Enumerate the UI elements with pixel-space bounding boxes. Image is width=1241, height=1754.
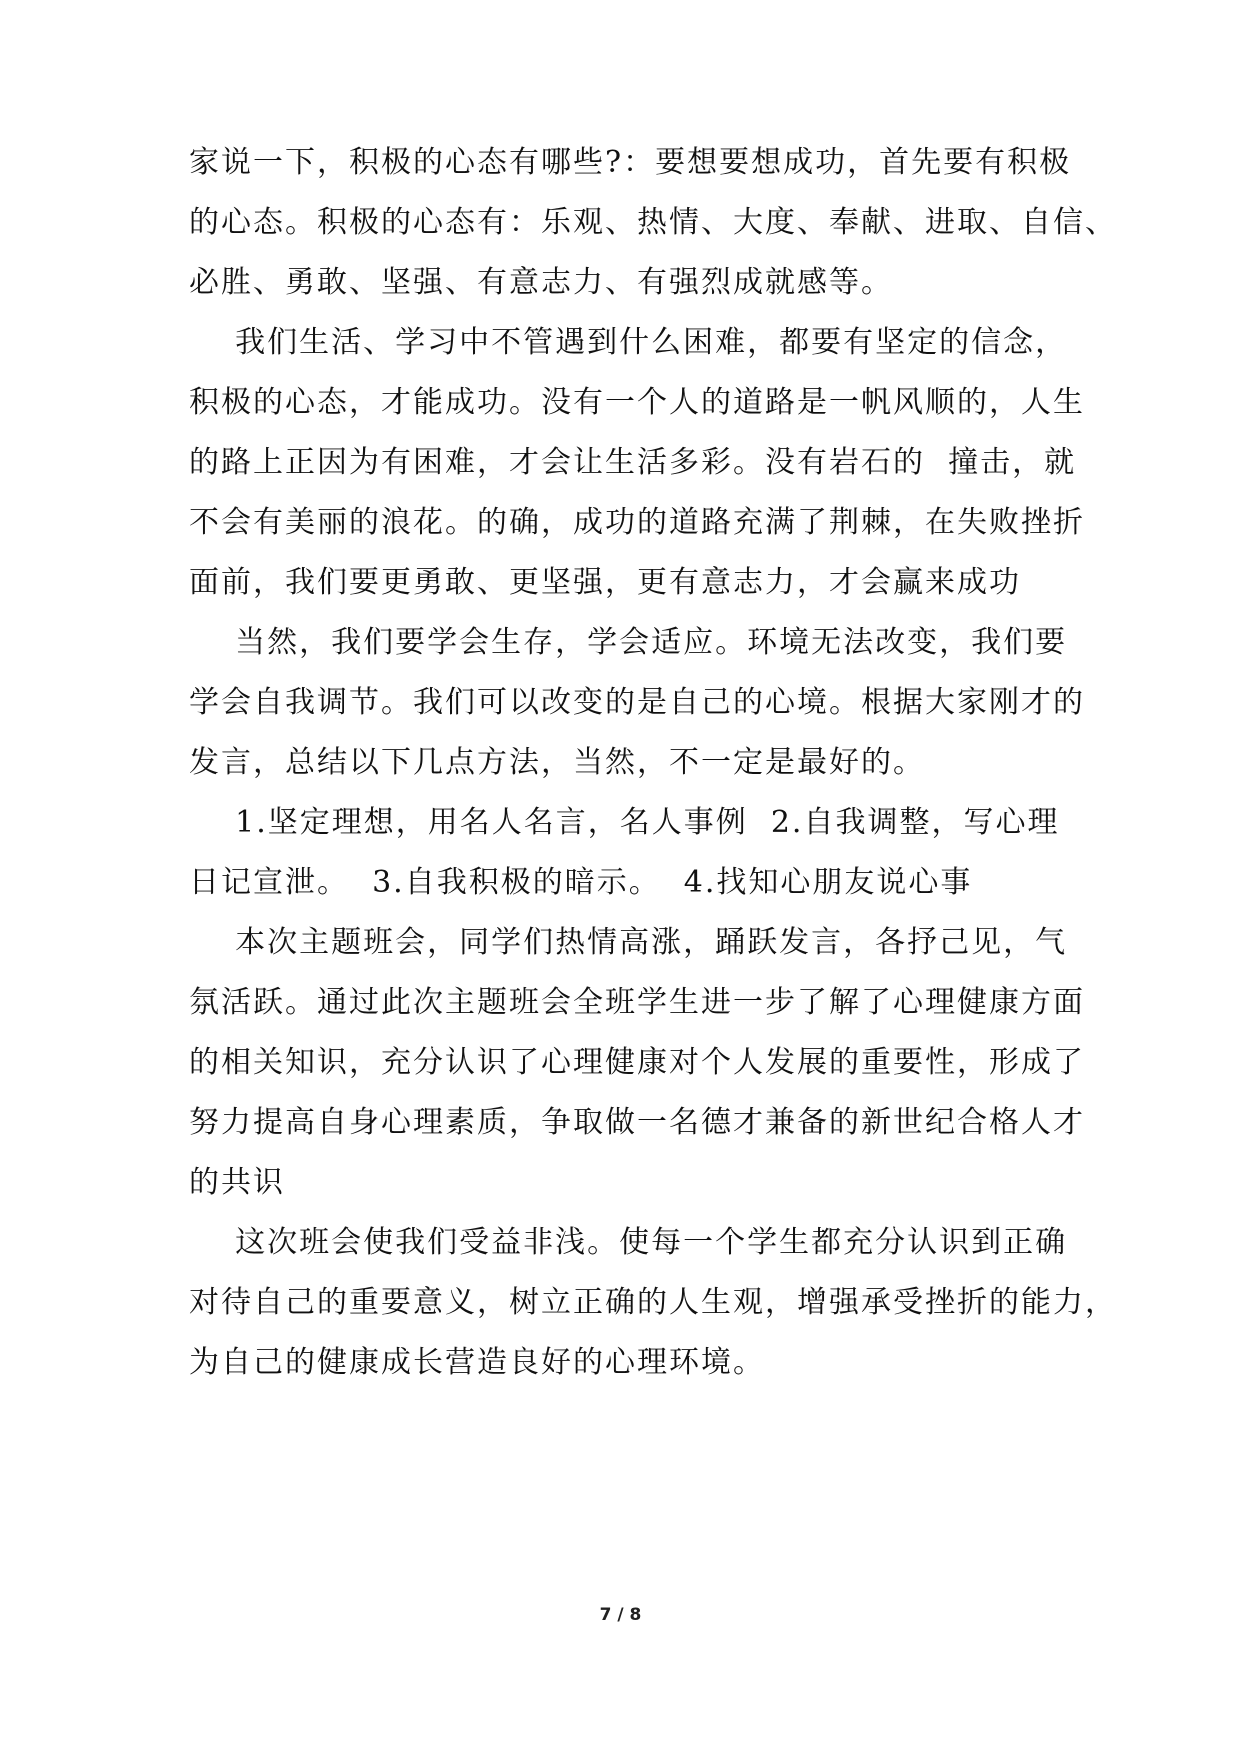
text-line: 不会有美丽的浪花。的确，成功的道路充满了荆棘，在失败挫折 [189, 505, 1085, 540]
text-line: 面前，我们要更勇敢、更坚强，更有意志力，才会赢来成功 [189, 565, 1021, 600]
paragraph-start: 1.坚定理想，用名人名言，名人事例 2.自我调整，写心理 [189, 805, 1060, 840]
text-line: 发言，总结以下几点方法，当然，不一定是最好的。 [189, 745, 925, 780]
text-line: 的相关知识，充分认识了心理健康对个人发展的重要性，形成了 [189, 1045, 1085, 1080]
text-line: 积极的心态，才能成功。没有一个人的道路是一帆风顺的，人生 [189, 385, 1085, 420]
text-line: 氛活跃。通过此次主题班会全班学生进一步了解了心理健康方面 [189, 985, 1085, 1020]
page-number: 7 / 8 [599, 1605, 642, 1625]
paragraph-start: 本次主题班会，同学们热情高涨，踊跃发言，各抒己见，气 [189, 925, 1068, 960]
text-line: 的共识 [189, 1165, 285, 1200]
text-line: 家说一下，积极的心态有哪些?：要想要想成功，首先要有积极 [189, 145, 1072, 180]
paragraph-start: 我们生活、学习中不管遇到什么困难，都要有坚定的信念， [189, 325, 1068, 360]
paragraph-start: 当然，我们要学会生存，学会适应。环境无法改变，我们要 [189, 625, 1068, 660]
text-line: 学会自我调节。我们可以改变的是自己的心境。根据大家刚才的 [189, 685, 1085, 720]
text-line: 日记宣泄。 3.自我积极的暗示。 4.找知心朋友说心事 [189, 865, 973, 900]
text-line: 努力提高自身心理素质，争取做一名德才兼备的新世纪合格人才 [189, 1105, 1085, 1140]
text-line: 为自己的健康成长营造良好的心理环境。 [189, 1345, 765, 1380]
text-line: 对待自己的重要意义，树立正确的人生观，增强承受挫折的能力， [189, 1285, 1117, 1320]
text-line: 的路上正因为有困难，才会让生活多彩。没有岩石的 撞击，就 [189, 445, 1077, 480]
text-line: 必胜、勇敢、坚强、有意志力、有强烈成就感等。 [189, 265, 893, 300]
paragraph-start: 这次班会使我们受益非浅。使每一个学生都充分认识到正确 [189, 1225, 1068, 1260]
text-line: 的心态。积极的心态有：乐观、热情、大度、奉献、进取、自信、 [189, 205, 1117, 240]
